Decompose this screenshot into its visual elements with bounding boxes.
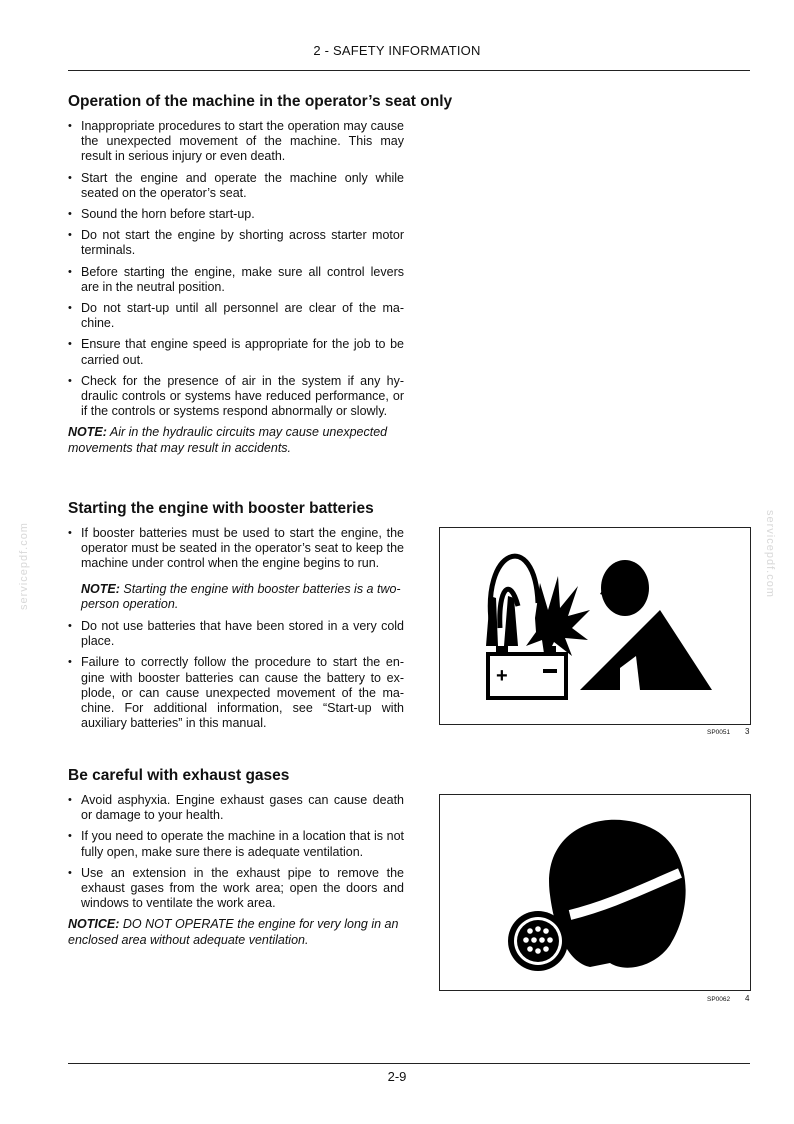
list-item: • Inappropriate procedures to start the operation may cause the unexpected movement of the machine. This may result in serious injury or even death. bbox=[68, 119, 404, 165]
section-title: Operation of the machine in the operator’s seat only bbox=[68, 93, 453, 110]
notice bbox=[68, 917, 404, 947]
footer-rule bbox=[68, 1063, 750, 1064]
page-number: 2-9 bbox=[387, 1069, 407, 1084]
figure-code: SP0051 bbox=[707, 729, 731, 736]
list-item: • Failure to correctly follow the procedure to start the en-gine with booster batteries can cause the battery to ex-plode, or can cause unexpected movement of the ma-chine. For additional information, see “Start-up with auxiliary batteries” in this manual. bbox=[68, 655, 404, 731]
list-item: • Sound the horn before start-up. bbox=[68, 207, 404, 222]
bullet-list bbox=[68, 526, 404, 572]
notice-text: DO NOT OPERATE the engine for very long in an enclosed area without adequate ventilation. bbox=[68, 917, 399, 947]
note-label: NOTE: bbox=[68, 425, 107, 440]
svg-text:+: + bbox=[496, 665, 508, 687]
section-title: Starting the engine with booster batteries bbox=[68, 500, 374, 517]
figure-number: 3 bbox=[745, 727, 750, 736]
note bbox=[68, 582, 404, 612]
list-item: • Do not use batteries that have been stored in a very cold place. bbox=[68, 619, 404, 649]
section-operation-seat bbox=[68, 92, 453, 456]
bullet-list bbox=[68, 619, 404, 731]
watermark: servicepdf.com bbox=[764, 510, 776, 598]
note-text: Air in the hydraulic circuits may cause unexpected movements that may result in accidents. bbox=[68, 425, 388, 455]
figure-number: 4 bbox=[745, 994, 750, 1003]
bullet-list bbox=[68, 119, 404, 419]
battery-explosion-warning-icon bbox=[440, 528, 750, 724]
list-item: • Start the engine and operate the machine only while seated on the operator’s seat. bbox=[68, 171, 404, 201]
figure-battery-explosion bbox=[439, 527, 751, 725]
section-title: Be careful with exhaust gases bbox=[68, 767, 290, 784]
list-item: • Before starting the engine, make sure all control levers are in the neutral position. bbox=[68, 265, 404, 295]
header-rule bbox=[68, 70, 750, 71]
section-booster-batteries bbox=[68, 499, 404, 737]
note-text: Starting the engine with booster batteries is a two-person operation. bbox=[81, 581, 401, 611]
figure-code: SP0062 bbox=[707, 996, 731, 1003]
list-item: • Avoid asphyxia. Engine exhaust gases can cause death or damage to your health. bbox=[68, 793, 404, 823]
section-exhaust-gases bbox=[68, 766, 404, 948]
figure-gas-mask bbox=[439, 794, 751, 991]
notice-label: NOTICE: bbox=[68, 917, 120, 932]
list-item: • Do not start the engine by shorting across starter motor terminals. bbox=[68, 228, 404, 258]
list-item: • If booster batteries must be used to start the engine, the operator must be seated in the operator’s seat to keep the machine under control when the engine begins to run. bbox=[68, 526, 404, 572]
list-item: • Ensure that engine speed is appropriate for the job to be carried out. bbox=[68, 337, 404, 367]
list-item: • Check for the presence of air in the system if any hy-draulic controls or systems have reduced performance, or if the controls or systems respond abnormally or slowly. bbox=[68, 374, 404, 420]
list-item: • Do not start-up until all personnel are clear of the ma-chine. bbox=[68, 301, 404, 331]
page-header-title: 2 - SAFETY INFORMATION bbox=[313, 43, 481, 58]
note-label: NOTE: bbox=[81, 581, 120, 596]
list-item: • Use an extension in the exhaust pipe to remove the exhaust gases from the work area; open the doors and windows to ventilate the work area. bbox=[68, 866, 404, 912]
note bbox=[68, 425, 404, 455]
watermark: servicepdf.com bbox=[18, 522, 30, 610]
bullet-list bbox=[68, 793, 404, 911]
list-item: • If you need to operate the machine in a location that is not fully open, make sure there is adequate ventilation. bbox=[68, 829, 404, 859]
gas-mask-warning-icon bbox=[440, 795, 750, 990]
